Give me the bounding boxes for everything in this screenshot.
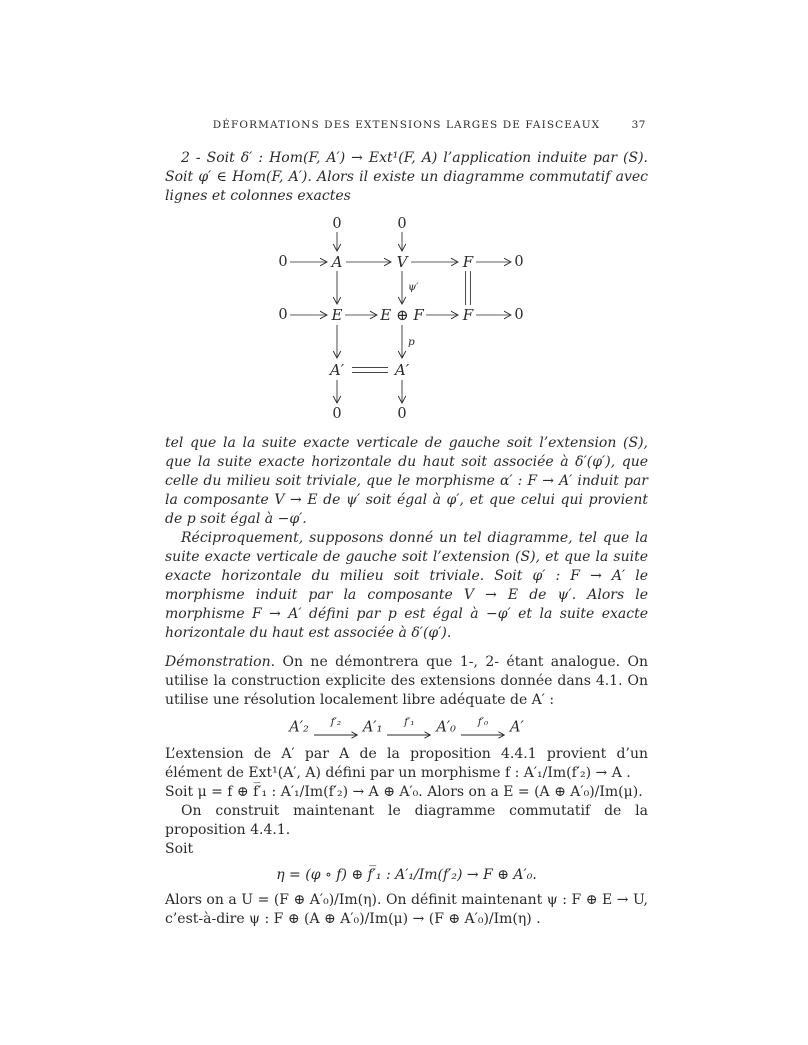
proof-paragraph-2: L’extension de A′ par A de la proposition 4.4.1 provient d’un élément de Ext¹(A′, A) défini par un morphisme f : A′₁/Im(f′₂) → A . — [165, 746, 648, 781]
diagram-node-E: E — [331, 306, 343, 324]
right-arrow-icon — [313, 727, 359, 739]
diagram-node-A-prime: A′ — [394, 361, 410, 379]
proof-intro-text: On ne démontrera que 1-, 2- étant analogue. On utilise la construction explicite des extensions donnée dans 4.1. On utilise une résolution localement libre adéquate de A′ : — [165, 654, 648, 708]
diagram-node-zero: 0 — [278, 254, 288, 270]
resolution-arrow — [386, 717, 432, 739]
diagram-node-E-plus-F: E ⊕ F — [380, 306, 424, 324]
diagram-node-zero: 0 — [332, 406, 342, 422]
diagram-node-zero: 0 — [332, 216, 342, 232]
diagram-node-F: F — [462, 306, 474, 324]
resolution-term: A′₁ — [362, 719, 383, 736]
diagram-node-F: F — [462, 253, 474, 271]
running-title: DÉFORMATIONS DES EXTENSIONS LARGES DE FAISCEAUX — [212, 119, 601, 131]
statement-paragraph-2: tel que la la suite exacte verticale de gauche soit l’extension (S), que la suite exacte horizontale du haut soit associée à δ′(φ′), que celle du milieu soit triviale, que le morphisme α′ : F → A′ induit par la composante V → E de ψ′ soit égal à φ′, et que celui qui provient de p soit égal à −φ′. — [165, 435, 648, 527]
resolution-term: A′ — [509, 719, 524, 736]
right-arrow-icon — [386, 727, 432, 739]
diagram-node-zero: 0 — [397, 406, 407, 422]
resolution-map-label: f′₂ — [330, 716, 342, 728]
resolution-term: A′₀ — [436, 719, 456, 736]
commutative-diagram — [165, 214, 648, 428]
resolution-arrow — [460, 717, 506, 739]
proof-paragraph-5: Soit — [165, 841, 194, 857]
diagram-node-A: A — [331, 253, 343, 271]
diagram-node-V: V — [396, 253, 408, 271]
diagram-node-zero: 0 — [278, 307, 288, 323]
diagram-node-zero: 0 — [397, 216, 407, 232]
diagram-map-p: p — [408, 336, 415, 348]
commutative-diagram-svg — [268, 214, 558, 428]
statement-paragraph-3: Réciproquement, supposons donné un tel diagramme, tel que la suite exacte verticale de gauche soit l’extension (S), et que la suite exacte horizontale du milieu soit triviale. Soit φ′ : F → A′ le morphisme induit par la composante V → E de ψ′. Alors le morphisme F → A′ défini par p est égal à −φ′ et la suite exacte horizontale du haut est associée à δ′(φ′). — [165, 530, 648, 641]
resolution-term: A′₂ — [289, 719, 309, 736]
proof-label: Démonstration. — [165, 654, 276, 670]
proof-paragraph-6: Alors on a U = (F ⊕ A′₀)/Im(η). On définit maintenant ψ : F ⊕ E → U, c’est-à-dire ψ : F ⊕ (A ⊕ A′₀)/Im(μ) → (F ⊕ A′₀)/Im(η) . — [165, 892, 648, 927]
proof-paragraph-4: On construit maintenant le diagramme commutatif de la proposition 4.4.1. — [165, 803, 648, 838]
resolution-arrow — [313, 717, 359, 739]
resolution-sequence — [165, 717, 648, 739]
diagram-node-zero: 0 — [514, 307, 524, 323]
resolution-map-label: f′₀ — [477, 716, 489, 728]
page-header — [165, 118, 648, 132]
text-column — [165, 118, 648, 929]
diagram-node-zero: 0 — [514, 254, 524, 270]
right-arrow-icon — [460, 727, 506, 739]
eta-formula: η = (φ ∘ f) ⊕ f̅′₁ : A′₁/Im(f′₂) → F ⊕ A′₀. — [276, 867, 537, 883]
diagram-map-psi-prime: ψ′ — [408, 281, 419, 293]
statement-paragraph-1: 2 - Soit δ′ : Hom(F, A′) → Ext¹(F, A) l’application induite par (S). Soit φ′ ∈ Hom(F, A′). Alors il existe un diagramme commutatif avec lignes et colonnes exactes — [165, 150, 648, 204]
diagram-node-A-prime: A′ — [329, 361, 345, 379]
proof-paragraph-intro — [165, 653, 648, 710]
page-number: 37 — [631, 119, 646, 131]
proof-paragraph-3: Soit μ = f ⊕ f̅′₁ : A′₁/Im(f′₂) → A ⊕ A′₀. Alors on a E = (A ⊕ A′₀)/Im(μ). — [165, 784, 643, 800]
resolution-map-label: f′₁ — [404, 716, 415, 728]
